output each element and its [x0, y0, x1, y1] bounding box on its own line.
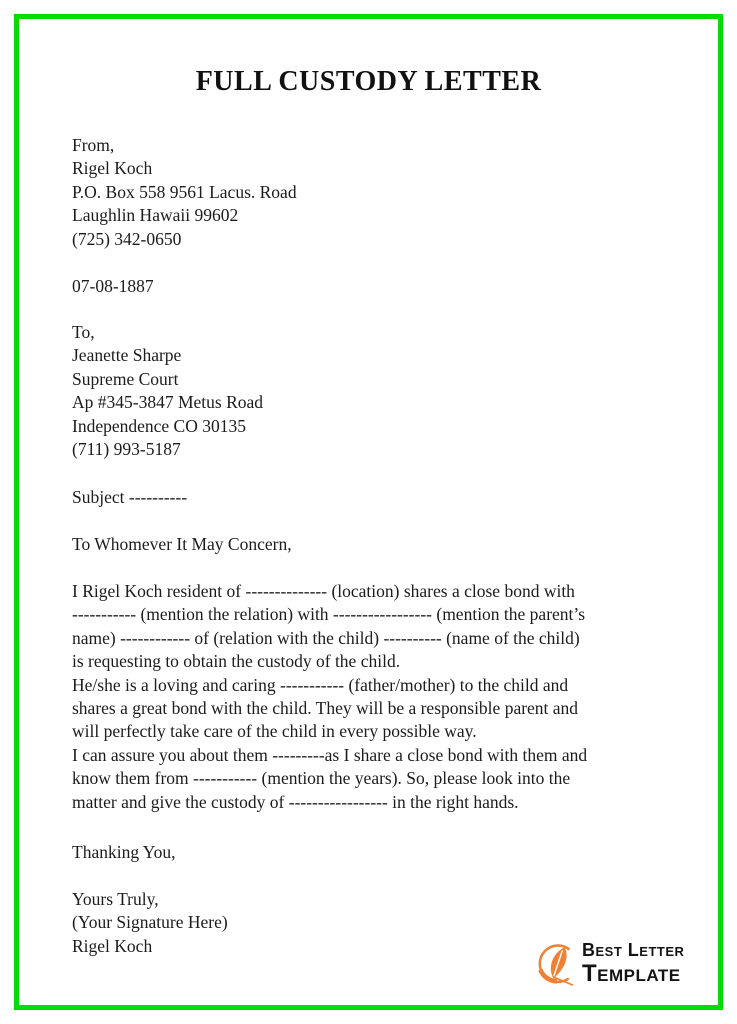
- quill-feather-icon: [534, 938, 578, 990]
- body-line: matter and give the custody of ----------------- in the right hands.: [72, 791, 519, 812]
- sender-street: P.O. Box 558 9561 Lacus. Road: [72, 181, 297, 202]
- body-line: will perfectly take care of the child in every possible way.: [72, 721, 477, 742]
- recipient-address-block: [72, 321, 263, 461]
- body-line: shares a great bond with the child. They will be a responsible parent and: [72, 698, 579, 719]
- thanks-line: Thanking You,: [72, 842, 176, 862]
- signature-placeholder: (Your Signature Here): [72, 912, 228, 933]
- signoff-name: Rigel Koch: [72, 935, 153, 956]
- body-line: I can assure you about them ---------as I share a close bond with them and: [72, 744, 588, 765]
- sender-city: Laughlin Hawaii 99602: [72, 205, 239, 226]
- body-paragraph: [72, 580, 587, 814]
- body-line: is requesting to obtain the custody of the child.: [72, 651, 401, 672]
- recipient-name: Jeanette Sharpe: [72, 345, 182, 366]
- recipient-street: Ap #345-3847 Metus Road: [72, 392, 264, 413]
- body-line: I Rigel Koch resident of -------------- (location) shares a close bond with: [72, 581, 575, 601]
- logo-wordmark: [582, 938, 684, 986]
- sender-phone: (725) 342-0650: [72, 228, 182, 249]
- signoff-block: [72, 888, 228, 958]
- recipient-org: Supreme Court: [72, 368, 179, 389]
- sender-label: From,: [72, 135, 115, 155]
- body-line: name) ------------ of (relation with the child) ---------- (name of the child): [72, 627, 580, 648]
- body-line: know them from ----------- (mention the years). So, please look into the: [72, 768, 571, 789]
- logo-brand-line1: Best Letter: [582, 940, 685, 960]
- logo-brand-line2: Template: [582, 960, 681, 987]
- subject-line: Subject ----------: [72, 487, 188, 507]
- recipient-phone: (711) 993-5187: [72, 439, 181, 460]
- page-title: FULL CUSTODY LETTER: [195, 66, 542, 97]
- sender-name: Rigel Koch: [72, 158, 153, 179]
- body-line: He/she is a loving and caring ----------- (father/mother) to the child and: [72, 674, 569, 695]
- recipient-city: Independence CO 30135: [72, 415, 246, 436]
- sender-address-block: [72, 134, 297, 251]
- salutation-line: To Whomever It May Concern,: [72, 534, 292, 554]
- body-line: ----------- (mention the relation) with ----------------- (mention the parent’s: [72, 604, 586, 625]
- best-letter-template-logo: [534, 938, 684, 990]
- date-line: 07-08-1887: [72, 276, 154, 296]
- recipient-label: To,: [72, 322, 95, 342]
- signoff-phrase: Yours Truly,: [72, 889, 159, 909]
